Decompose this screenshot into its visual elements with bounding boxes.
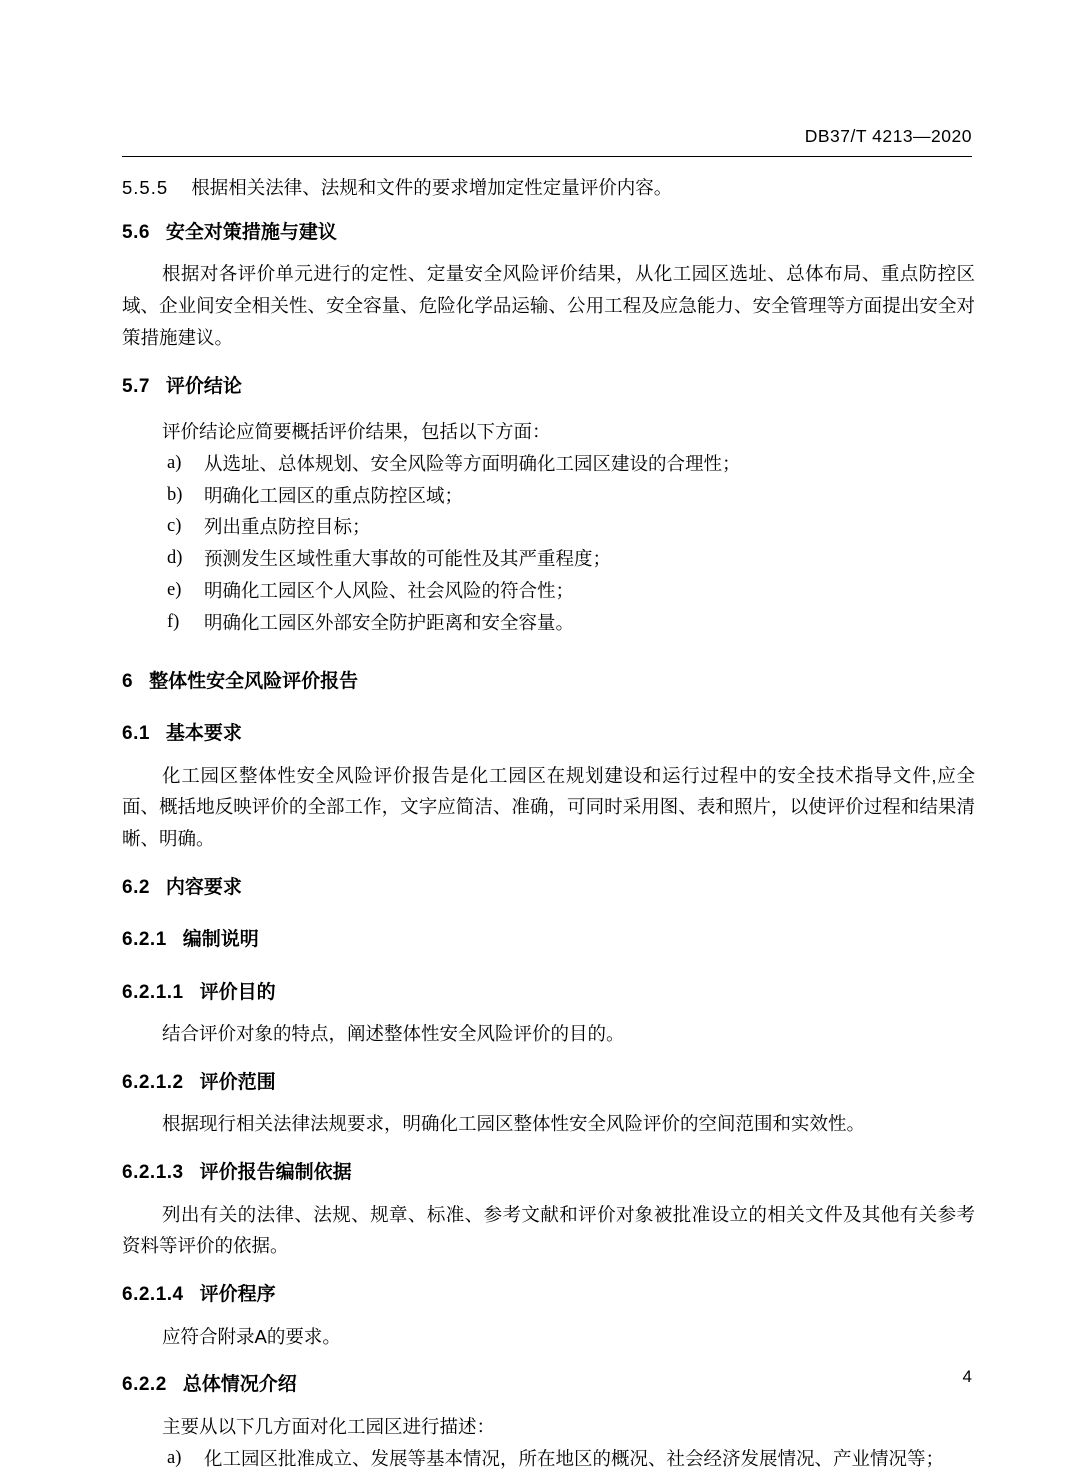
list-item-label: 明确化工园区外部安全防护距离和安全容量。 [204, 611, 575, 633]
paragraph-6-1: 化工园区整体性安全风险评价报告是化工园区在规划建设和运行过程中的安全技术指导文件,应全面、概括地反映评价的全部工作，文字应简洁、准确，可同时采用图、表和照片，以使评价过程和结果清晰、明确。 [122, 764, 975, 850]
heading-6-2-1-1 [122, 978, 975, 1008]
list-item-label: 从选址、总体规划、安全风险等方面明确化工园区建设的合理性； [204, 452, 741, 474]
list-item-label: 明确化工园区个人风险、社会风险的符合性； [204, 580, 575, 602]
page-number: 4 [962, 1367, 972, 1386]
header-divider [122, 156, 972, 157]
list-item-label: 化工园区批准成立、发展等基本情况，所在地区的概况、社会经济发展情况、产业情况等； [204, 1447, 945, 1469]
list-item [122, 511, 975, 543]
list-item-marker: a) [167, 1447, 182, 1468]
list-item-marker: c) [167, 516, 182, 537]
list-item [122, 543, 975, 575]
list-5-7 [122, 448, 975, 639]
heading-6-title: 整体性安全风险评价报告 [149, 670, 359, 692]
clause-5-5-5-text: 根据相关法律、法规和文件的要求增加定性定量评价内容。 [191, 177, 673, 198]
list-item [122, 1443, 975, 1474]
list-item [122, 480, 975, 512]
heading-6-2-1-3 [122, 1158, 975, 1188]
heading-6-2-1-number: 6.2.1 [122, 929, 167, 951]
heading-6-1-number: 6.1 [122, 723, 150, 745]
clause-5-5-5-number: 5.5.5 [122, 177, 169, 198]
heading-6-2 [122, 873, 975, 903]
heading-6-1 [122, 719, 975, 749]
heading-6-2-number: 6.2 [122, 876, 150, 898]
list-item-label: 列出重点防控目标； [204, 516, 371, 538]
heading-6-2-1-title: 编制说明 [182, 929, 259, 951]
page-header-standard-code: DB37/T 4213—2020 [804, 126, 972, 146]
heading-6-2-1-4 [122, 1280, 975, 1310]
heading-6-2-1-3-number: 6.2.1.3 [122, 1162, 184, 1184]
heading-6-2-1-3-title: 评价报告编制依据 [199, 1162, 352, 1184]
clause-5-5-5 [122, 172, 975, 204]
list-item-marker: d) [167, 548, 183, 569]
heading-6-number: 6 [122, 670, 134, 692]
heading-6-2-1-1-number: 6.2.1.1 [122, 981, 184, 1003]
paragraph-6-2-1-2: 根据现行相关法律法规要求，明确化工园区整体性安全风险评价的空间范围和实效性。 [162, 1113, 866, 1135]
paragraph-6-2-1-3: 列出有关的法律、法规、规章、标准、参考文献和评价对象被批准设立的相关文件及其他有关参考资料等评价的依据。 [122, 1203, 975, 1257]
heading-5-6 [122, 218, 975, 248]
list-item-label: 预测发生区域性重大事故的可能性及其严重程度； [204, 548, 612, 570]
paragraph-5-7: 评价结论应简要概括评价结果，包括以下方面： [162, 421, 551, 443]
heading-6-2-2-number: 6.2.2 [122, 1374, 167, 1396]
list-item [122, 575, 975, 607]
heading-6-2-1-1-title: 评价目的 [199, 981, 276, 1003]
heading-6-2-1-2-number: 6.2.1.2 [122, 1071, 184, 1093]
heading-5-7 [122, 372, 975, 402]
paragraph-6-2-1-4: 应符合附录A的要求。 [162, 1325, 341, 1347]
page-content [122, 172, 975, 1474]
heading-6-2-1-4-number: 6.2.1.4 [122, 1284, 184, 1306]
heading-6-2-1-2 [122, 1068, 975, 1098]
heading-6-2-1-2-title: 评价范围 [199, 1071, 276, 1093]
list-item [122, 607, 975, 639]
heading-5-7-title: 评价结论 [165, 375, 242, 397]
heading-6-2-title: 内容要求 [165, 876, 242, 898]
heading-6-2-2-title: 总体情况介绍 [182, 1374, 297, 1396]
list-item [122, 448, 975, 480]
heading-5-6-number: 5.6 [122, 221, 150, 243]
heading-6 [122, 667, 975, 697]
list-item-marker: f) [167, 611, 180, 632]
heading-5-7-number: 5.7 [122, 375, 150, 397]
list-item-marker: e) [167, 580, 182, 601]
heading-5-6-title: 安全对策措施与建议 [165, 221, 337, 243]
list-item-marker: a) [167, 452, 182, 473]
heading-6-1-title: 基本要求 [165, 723, 242, 745]
paragraph-5-6: 根据对各评价单元进行的定性、定量安全风险评价结果，从化工园区选址、总体布局、重点防控区域、企业间安全相关性、安全容量、危险化学品运输、公用工程及应急能力、安全管理等方面提出安全对策措施建议。 [122, 263, 975, 348]
paragraph-6-2-2: 主要从以下几方面对化工园区进行描述： [162, 1415, 496, 1437]
heading-6-2-1 [122, 925, 975, 955]
heading-6-2-2 [122, 1370, 975, 1400]
heading-6-2-1-4-title: 评价程序 [199, 1284, 276, 1306]
list-6-2-2 [122, 1443, 975, 1474]
list-item-label: 明确化工园区的重点防控区域； [204, 484, 464, 506]
paragraph-6-2-1-1: 结合评价对象的特点，阐述整体性安全风险评价的目的。 [162, 1023, 625, 1045]
list-item-marker: b) [167, 484, 183, 505]
